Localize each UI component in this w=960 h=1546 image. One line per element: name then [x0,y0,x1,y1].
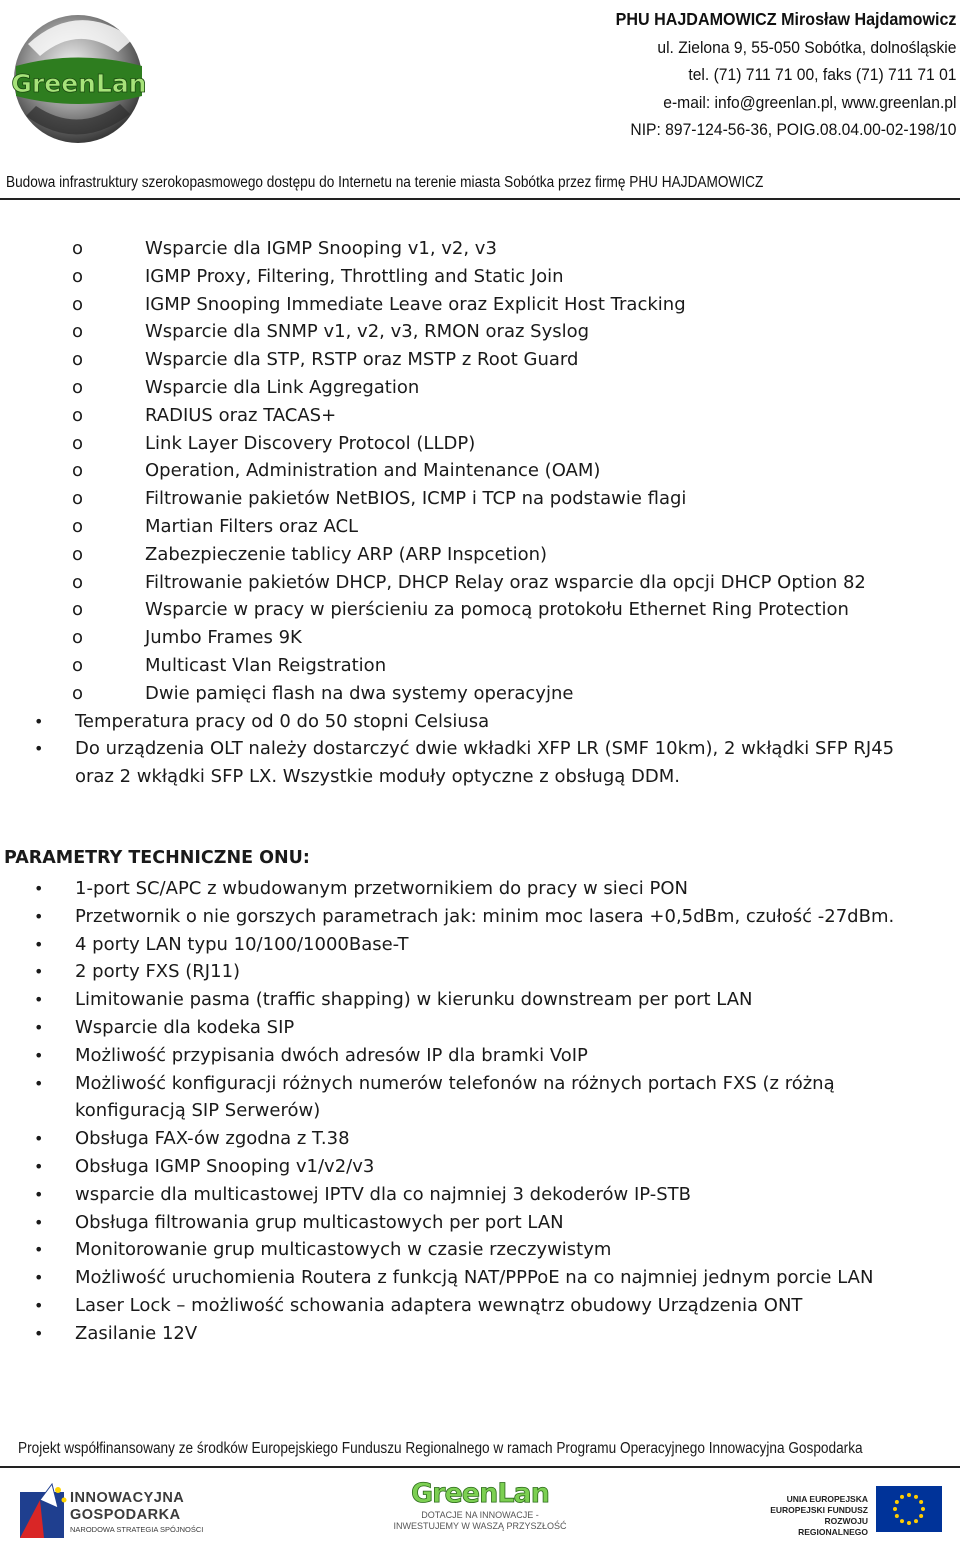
list-item-text: Wsparcie dla Link Aggregation [145,376,420,398]
svg-text:GreenLan: GreenLan [11,69,147,98]
list-item-text: Limitowanie pasma (traffic shapping) w kierunku downstream per port LAN [75,989,753,1011]
eu-logo [762,1484,946,1537]
list-item [0,875,960,903]
list-item [0,569,960,597]
list-item-text: Zasilanie 12V [75,1322,198,1344]
eu-star-icon [895,1514,899,1518]
list-item-text: 1-port SC/APC z wbudowanym przetwornikiem do pracy w sieci PON [75,878,688,899]
eu-star-icon [921,1507,925,1511]
list-item [0,735,935,791]
list-item [0,513,960,541]
list-item-text: Martian Filters oraz ACL [145,515,359,537]
list-item-text: Obsługa IGMP Snooping v1/v2/v3 [75,1155,375,1177]
list-item-text: Multicast Vlan Reigstration [145,654,387,676]
eu-star-icon [907,1493,911,1497]
header-divider [0,198,960,200]
bullet-marker: o [72,376,84,398]
list-item [0,1014,960,1042]
list-item [0,1070,935,1126]
bullet-marker: • [34,962,44,982]
list-item [0,541,960,569]
list-item [0,624,960,652]
eu-star-icon [907,1521,911,1525]
company-address: ul. Zielona 9, 55-050 Sobótka, dolnośląskie [656,37,956,57]
list-item-text: Wsparcie dla kodeka SIP [75,1016,295,1038]
list-item [0,235,960,263]
company-email[interactable]: e-mail: info@greenlan.pl, www.greenlan.pl [662,92,956,112]
list-item-text: Przetwornik o nie gorszych parametrach jak: minim moc lasera +0,5dBm, czułość -27dBm. [75,905,895,927]
list-item-text: Wsparcie dla IGMP Snooping v1, v2, v3 [145,238,497,259]
bullet-marker: o [72,627,84,649]
list-item-text: IGMP Snooping Immediate Leave oraz Explicit Host Tracking [145,293,686,315]
company-info [586,6,956,144]
list-item-text: Możliwość konfiguracji różnych numerów telefonów na różnych portach FXS (z różną konfiguracją SIP Serwerów) [75,1072,835,1122]
list-item-text: Możliwość przypisania dwóch adresów IP dla bramki VoIP [75,1044,588,1066]
list-item-text: Monitorowanie grup multicastowych w czasie rzeczywistym [75,1239,612,1261]
list-item-text: 2 porty FXS (RJ11) [75,961,241,983]
footer-divider [0,1466,960,1468]
list-item-text: Dwie pamięci flash na dwa systemy operacyjne [145,682,574,704]
list-item [0,1292,960,1320]
bullet-marker: • [34,990,44,1010]
bullet-marker: o [72,321,84,343]
bullet-marker: • [34,711,44,731]
bullet-marker: • [34,1073,44,1093]
project-tagline: Budowa infrastruktury szerokopasmowego dostępu do Internetu na terenie miasta Sobótka przez firmę PHU HAJDAMOWICZ [6,174,764,191]
list-item [0,652,960,680]
eu-flag-icon [876,1486,942,1532]
bullet-marker: • [34,1268,44,1288]
list-item-text: Wsparcie dla SNMP v1, v2, v3, RMON oraz Syslog [145,321,590,343]
list-item [0,1181,960,1209]
eu-line1: UNIA EUROPEJSKA [786,1494,868,1504]
list-item [0,986,960,1014]
onu-feature-list [0,875,960,1348]
cofinancing-note: Projekt współfinansowany ze środków Europejskiego Funduszu Regionalnego w ramach Programu Operacyjnego Innowacyjna Gospodarka [18,1440,863,1457]
bullet-marker: o [72,460,84,482]
bullet-marker: o [72,515,84,537]
list-item [0,680,960,708]
list-item-text: Wsparcie w pracy w pierścieniu za pomocą protokołu Ethernet Ring Protection [145,599,849,621]
bullet-marker: o [72,571,84,593]
bullet-marker: o [72,682,84,704]
bullet-marker: o [72,404,84,426]
list-item [0,1042,960,1070]
list-item-text: Laser Lock – możliwość schowania adaptera wewnątrz obudowy Urządzenia ONT [75,1294,803,1316]
list-item-text: Do urządzenia OLT należy dostarczyć dwie wkładki XFP LR (SMF 10km), 2 wkłądki SFP RJ45 oraz 2 wkłądki SFP LX. Wszystkie moduły optyczne z obsługą DDM. [75,738,895,788]
olt-sub-feature-list [0,235,960,708]
ig-line3: NARODOWA STRATEGIA SPÓJNOŚCI [70,1525,204,1534]
eu-star-icon [893,1507,897,1511]
bullet-marker: • [34,906,44,926]
list-item-text: Jumbo Frames 9K [145,627,302,649]
bullet-marker: o [72,488,84,510]
olt-specs [0,235,960,791]
eu-star-icon [900,1519,904,1523]
bullet-marker: • [34,879,44,898]
onu-specs [0,875,960,1348]
bullet-marker: • [34,1295,44,1315]
list-item [0,374,960,402]
bullet-marker: • [34,739,44,759]
list-item-text: RADIUS oraz TACAS+ [145,404,337,426]
bullet-marker: • [34,1184,44,1204]
eu-star-icon [895,1500,899,1504]
bullet-marker: • [34,1323,44,1343]
bullet-marker: • [34,1129,44,1149]
eu-star-icon [914,1495,918,1499]
gl-slogan-line1: DOTACJE NA INNOWACJE - [421,1510,539,1520]
list-item-text: 4 porty LAN typu 10/100/1000Base-T [75,933,409,955]
list-item [0,346,960,374]
list-item [0,708,960,736]
greenlan-logo [8,4,148,164]
innowacyjna-gospodarka-logo [14,1478,224,1540]
list-item-text: Operation, Administration and Maintenance (OAM) [145,460,601,482]
company-nip: NIP: 897-124-56-36, POIG.08.04.00-02-198/10 [629,120,956,139]
list-item [0,1236,960,1264]
list-item [0,1264,960,1292]
bullet-marker: o [72,432,84,454]
eu-star-icon [914,1519,918,1523]
eu-star-icon [919,1514,923,1518]
onu-heading: PARAMETRY TECHNICZNE ONU: [4,848,310,868]
bullet-marker: • [34,1156,44,1176]
list-item [0,318,960,346]
bullet-marker: • [34,1212,44,1232]
bullet-marker: • [34,934,44,954]
company-name: PHU HAJDAMOWICZ Mirosław Hajdamowicz [615,9,956,29]
list-item-text: Link Layer Discovery Protocol (LLDP) [145,432,476,454]
bullet-marker: o [72,599,84,621]
list-item-text: Filtrowanie pakietów NetBIOS, ICMP i TCP na podstawie flagi [145,488,687,510]
list-item-text: IGMP Proxy, Filtering, Throttling and Static Join [145,265,564,287]
bullet-marker: • [34,1240,44,1260]
gl-slogan-line2: INWESTUJEMY W WASZĄ PRZYSZŁOŚĆ [393,1521,567,1531]
bullet-marker: o [72,293,84,315]
list-item-text: Obsługa FAX-ów zgodna z T.38 [75,1128,350,1150]
list-item [0,430,960,458]
list-item [0,903,960,931]
eu-line3: ROZWOJU REGIONALNEGO [798,1516,868,1537]
list-item [0,958,960,986]
list-item [0,596,960,624]
bullet-marker: o [72,654,84,676]
list-item-text: Obsługa filtrowania grup multicastowych per port LAN [75,1211,564,1233]
eu-star-icon [919,1500,923,1504]
bullet-marker: o [72,265,84,287]
company-phone: tel. (71) 711 71 00, faks (71) 711 71 01 [687,65,956,84]
list-item-text: Zabezpieczenie tablicy ARP (ARP Inspcetion) [145,543,548,565]
list-item [0,291,960,319]
list-item [0,1320,960,1348]
ig-emblem-icon [14,1478,74,1540]
bullet-marker: o [72,238,84,259]
greenlan-footer-logo [390,1478,570,1540]
ig-line2: GOSPODARKA [70,1507,181,1523]
bullet-marker: o [72,543,84,565]
bullet-marker: • [34,1017,44,1037]
list-item [0,1153,960,1181]
list-item-text: Filtrowanie pakietów DHCP, DHCP Relay oraz wsparcie dla opcji DHCP Option 82 [145,571,866,593]
list-item-text: wsparcie dla multicastowej IPTV dla co najmniej 3 dekoderów IP-STB [75,1183,691,1205]
list-item-text: Temperatura pracy od 0 do 50 stopni Celsiusa [75,710,490,732]
eu-line2: EUROPEJSKI FUNDUSZ [770,1505,868,1515]
list-item [0,1125,960,1153]
list-item-text: Wsparcie dla STP, RSTP oraz MSTP z Root Guard [145,349,579,371]
list-item [0,931,960,959]
list-item [0,1209,960,1237]
olt-feature-list [0,708,960,791]
list-item-text: Możliwość uruchomienia Routera z funkcją NAT/PPPoE na co najmniej jednym porcie LAN [75,1267,874,1289]
list-item [0,485,960,513]
greenlan-wordmark: GreenLan [411,1478,549,1509]
bullet-marker: • [34,1045,44,1065]
list-item [0,457,960,485]
bullet-marker: o [72,349,84,371]
list-item [0,263,960,291]
eu-star-icon [900,1495,904,1499]
ig-line1: INNOWACYJNA [70,1490,185,1506]
list-item [0,402,960,430]
